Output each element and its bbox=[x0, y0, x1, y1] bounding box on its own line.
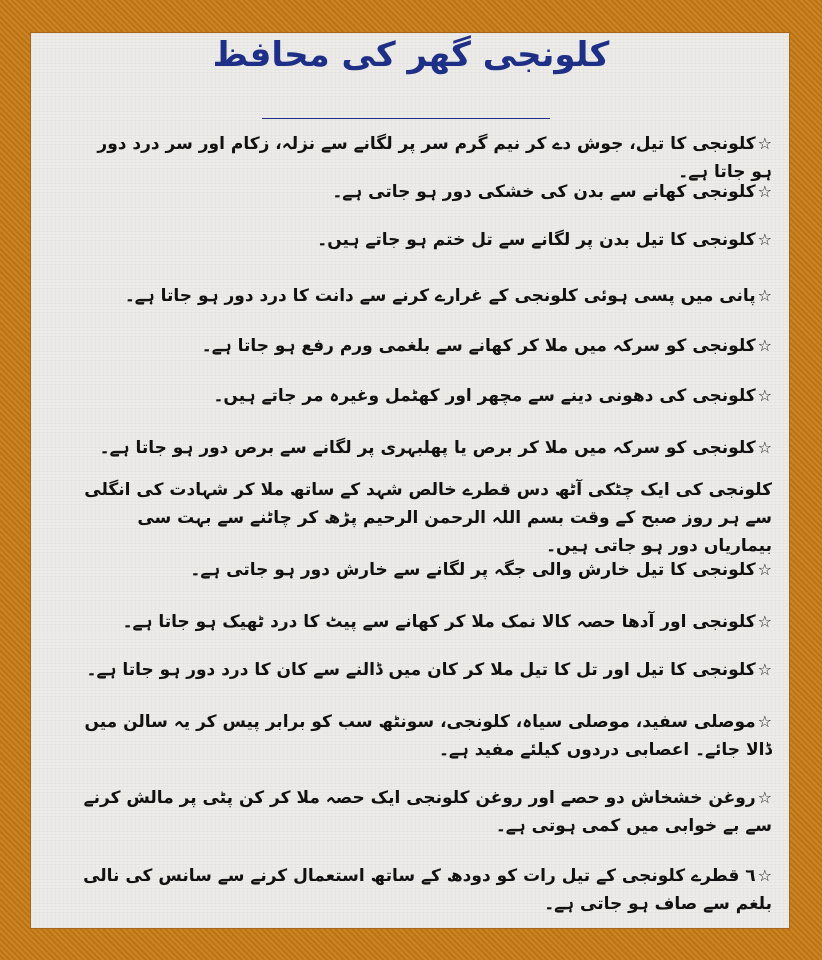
star-icon: ☆ bbox=[757, 788, 772, 807]
star-icon: ☆ bbox=[757, 612, 772, 631]
list-item bbox=[80, 784, 772, 840]
item-text: موصلی سفید، موصلی سیاہ، کلونجی، سونٹھ سب کو برابر پیس کر یہ سالن میں ڈالا جائے۔ اعصابی دردوں کیلئے مفید ہے۔ bbox=[84, 712, 772, 760]
item-text: کلونجی کو سرکہ میں ملا کر کھانے سے بلغمی ورم رفع ہو جاتا ہے۔ bbox=[201, 336, 756, 356]
star-icon: ☆ bbox=[757, 134, 772, 153]
list-item bbox=[80, 556, 772, 584]
list-item bbox=[80, 382, 772, 410]
item-text: کلونجی کی دھونی دینے سے مچھر اور کھٹمل وغیرہ مر جاتے ہیں۔ bbox=[213, 386, 756, 406]
item-text: کلونجی اور آدھا حصہ کالا نمک ملا کر کھانے سے پیٹ کا درد ٹھیک ہو جاتا ہے۔ bbox=[122, 612, 756, 632]
item-text: کلونجی کا تیل، جوش دے کر نیم گرم سر پر لگانے سے نزلہ، زکام اور سر درد دور ہو جاتا ہے۔ bbox=[97, 134, 772, 182]
item-text: کلونجی کھانے سے بدن کی خشکی دور ہو جاتی ہے۔ bbox=[332, 182, 756, 202]
item-text: ٦ قطرے کلونجی کے تیل رات کو دودھ کے ساتھ استعمال کرنے سے سانس کی نالی بلغم سے صاف ہو جاتی ہے۔ bbox=[83, 866, 772, 914]
item-text: پانی میں پسی ہوئی کلونجی کے غرارے کرنے سے دانت کا درد دور ہو جاتا ہے۔ bbox=[124, 286, 756, 306]
star-icon: ☆ bbox=[757, 286, 772, 305]
list-item bbox=[80, 608, 772, 636]
star-icon: ☆ bbox=[757, 438, 772, 457]
list-item bbox=[80, 476, 772, 560]
page-title: کلونجی گھر کی محافظ bbox=[212, 35, 610, 75]
list-item bbox=[80, 434, 772, 462]
list-item bbox=[80, 226, 772, 254]
item-text: روغن خشخاش دو حصے اور روغن کلونجی ایک حصہ ملا کر کن پٹی پر مالش کرنے سے بے خوابی میں کمی ہوتی ہے۔ bbox=[83, 788, 772, 836]
star-icon: ☆ bbox=[757, 660, 772, 679]
list-item bbox=[80, 656, 772, 684]
list-item bbox=[80, 178, 772, 206]
star-icon: ☆ bbox=[757, 712, 772, 731]
list-item bbox=[80, 708, 772, 764]
star-icon: ☆ bbox=[757, 182, 772, 201]
list-item bbox=[80, 862, 772, 918]
item-text: کلونجی کا تیل خارش والی جگہ پر لگانے سے خارش دور ہو جاتی ہے۔ bbox=[190, 560, 756, 580]
star-icon: ☆ bbox=[757, 866, 772, 885]
list-item bbox=[80, 332, 772, 360]
remedy-list bbox=[80, 124, 772, 924]
item-text: کلونجی کا تیل اور تل کا تیل ملا کر کان میں ڈالنے سے کان کا درد دور ہو جاتا ہے۔ bbox=[86, 660, 756, 680]
star-icon: ☆ bbox=[757, 230, 772, 249]
list-item bbox=[80, 282, 772, 310]
item-text: کلونجی کو سرکہ میں ملا کر برص یا پھلبہری پر لگانے سے برص دور ہو جاتا ہے۔ bbox=[99, 438, 756, 458]
star-icon: ☆ bbox=[757, 560, 772, 579]
star-icon: ☆ bbox=[757, 386, 772, 405]
item-text: کلونجی کا تیل بدن پر لگانے سے تل ختم ہو جاتے ہیں۔ bbox=[317, 230, 756, 250]
star-icon: ☆ bbox=[757, 336, 772, 355]
item-text: کلونجی کی ایک چٹکی آٹھ دس قطرے خالص شہد کے ساتھ ملا کر شہادت کی انگلی سے ہر روز صبح کے وقت بسم اللہ الرحمن الرحیم پڑھ کر چاٹنے سے بہت سی بیماریاں دور ہو جاتی ہیں۔ bbox=[84, 480, 772, 556]
title-underline bbox=[262, 118, 550, 119]
